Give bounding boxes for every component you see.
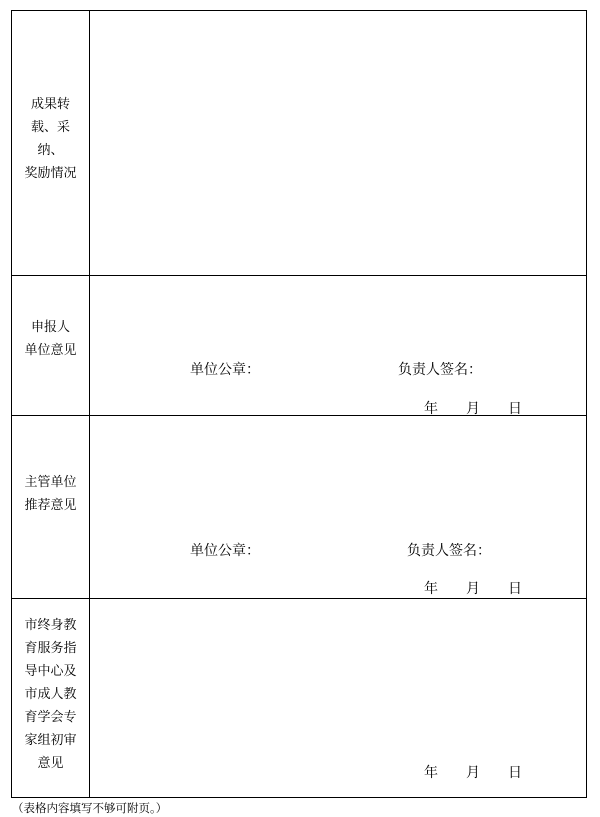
- applicant-opinion-area[interactable]: [90, 276, 586, 415]
- date-day: 日: [508, 581, 522, 597]
- label-cell: [12, 599, 90, 797]
- expert-review-area[interactable]: [90, 599, 586, 797]
- date-month: 月: [466, 765, 480, 781]
- date-line: [424, 578, 522, 598]
- row-label-applicant: 申报人 单位意见: [24, 319, 77, 358]
- date-month: 月: [466, 401, 480, 417]
- achievements-input-area[interactable]: [90, 11, 586, 275]
- label-cell: [12, 416, 90, 598]
- footnote: （表格内容填写不够可附页。）: [12, 801, 168, 815]
- supervisor-opinion-area[interactable]: [90, 416, 586, 598]
- date-month: 月: [466, 581, 480, 597]
- unit-seal-label: 单位公章：: [190, 543, 260, 559]
- row-achievements: [12, 11, 586, 275]
- date-year: 年: [424, 765, 438, 781]
- date-day: 日: [508, 401, 522, 417]
- date-year: 年: [424, 401, 438, 417]
- date-year: 年: [424, 581, 438, 597]
- label-cell: [12, 276, 90, 415]
- date-line: [424, 762, 522, 782]
- row-expert-review: [12, 598, 586, 797]
- row-label-supervisor: 主管单位 推荐意见: [24, 475, 77, 513]
- row-label-achievements: 成果转 载、采纳、 奖励情况: [24, 97, 77, 181]
- form-table: [11, 10, 587, 798]
- row-label-expert: 市终身教 育服务指 导中心及 市成人教 育学会专 家组初审 意见: [24, 617, 77, 771]
- row-applicant-opinion: [12, 275, 586, 415]
- unit-seal-label: 单位公章：: [190, 362, 260, 378]
- signature-label: 负责人签名：: [407, 543, 491, 559]
- label-cell: [12, 11, 90, 275]
- date-day: 日: [508, 765, 522, 781]
- row-supervisor-recommendation: [12, 415, 586, 598]
- signature-label: 负责人签名：: [398, 362, 482, 378]
